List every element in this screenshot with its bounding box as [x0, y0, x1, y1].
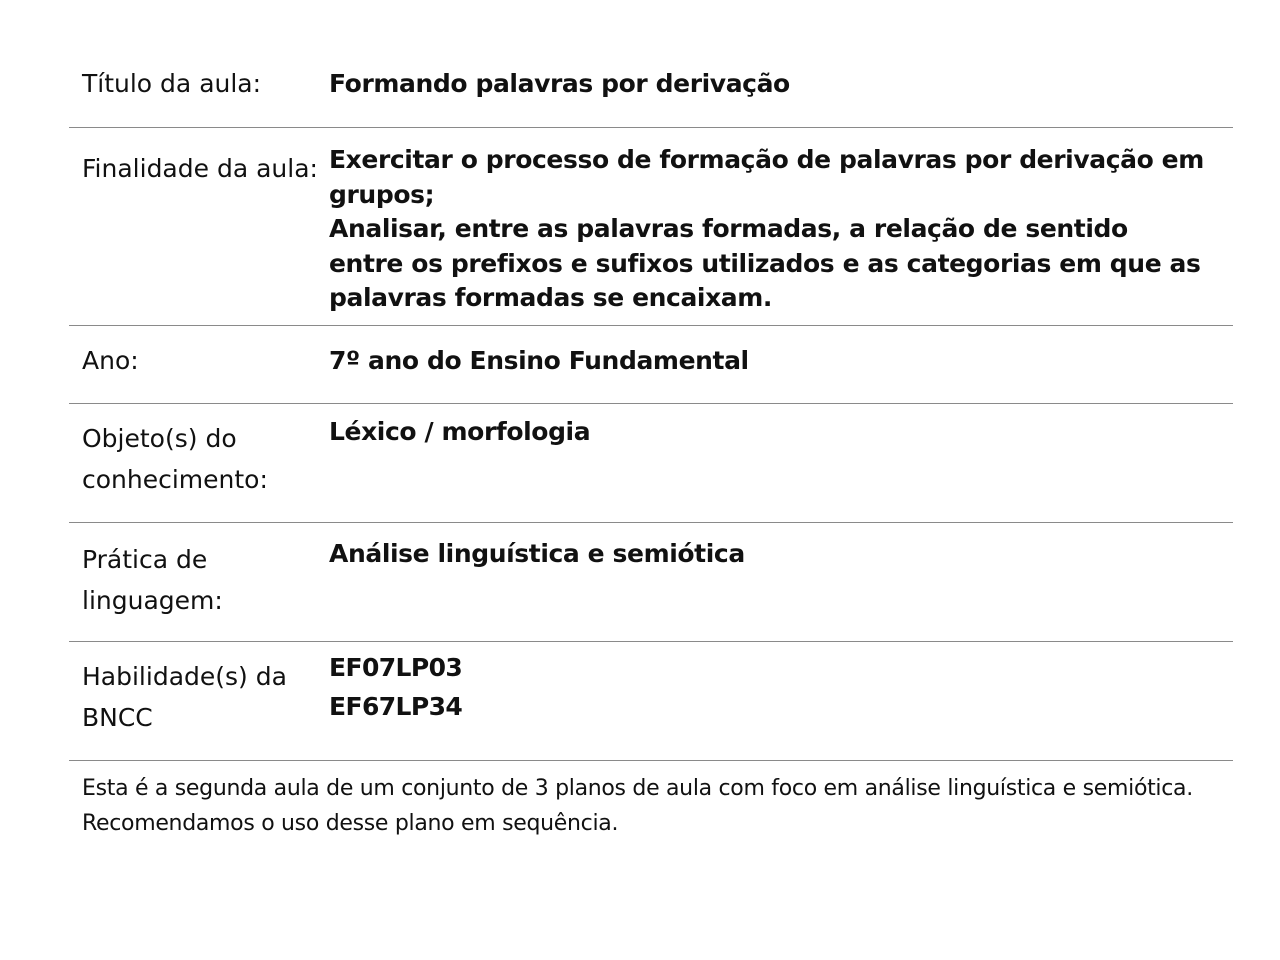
row-school-year: [69, 326, 1233, 404]
school-year-label: Ano:: [82, 346, 139, 375]
row-language-practice: [69, 523, 1233, 642]
bncc-skills-value: [329, 648, 1233, 760]
row-lesson-title: [69, 46, 1233, 128]
row-knowledge-objects: [69, 404, 1233, 523]
knowledge-objects-label: Objeto(s) do conhecimento:: [82, 424, 268, 494]
school-year-value: 7º ano do Ensino Fundamental: [329, 346, 749, 375]
row-bncc-skills: [69, 642, 1233, 761]
lesson-purpose-item: Exercitar o processo de formação de palavras por derivação em grupos;: [329, 145, 1204, 209]
lesson-title-value: Formando palavras por derivação: [329, 69, 790, 98]
language-practice-label: Prática de linguagem:: [82, 545, 223, 615]
knowledge-objects-value: Léxico / morfologia: [329, 417, 591, 446]
bncc-skills-label: Habilidade(s) da BNCC: [82, 662, 287, 732]
lesson-plan-table: [69, 46, 1233, 841]
bncc-skill-code: EF67LP34: [329, 692, 463, 721]
lesson-purpose-label: Finalidade da aula:: [82, 154, 318, 183]
lesson-purpose-value: [329, 143, 1233, 325]
bncc-skill-code: EF07LP03: [329, 653, 463, 682]
row-lesson-purpose: [69, 128, 1233, 326]
lesson-title-label: Título da aula:: [82, 69, 262, 98]
lesson-purpose-item: Analisar, entre as palavras formadas, a relação de sentido entre os prefixos e sufixos utilizados e as categorias em que as palavras formadas se encaixam.: [329, 214, 1201, 312]
lesson-sequence-note: Esta é a segunda aula de um conjunto de 3 planos de aula com foco em análise linguística e semiótica. Recomendamos o uso desse plano em sequência.: [82, 776, 1193, 836]
language-practice-value: Análise linguística e semiótica: [329, 539, 745, 568]
